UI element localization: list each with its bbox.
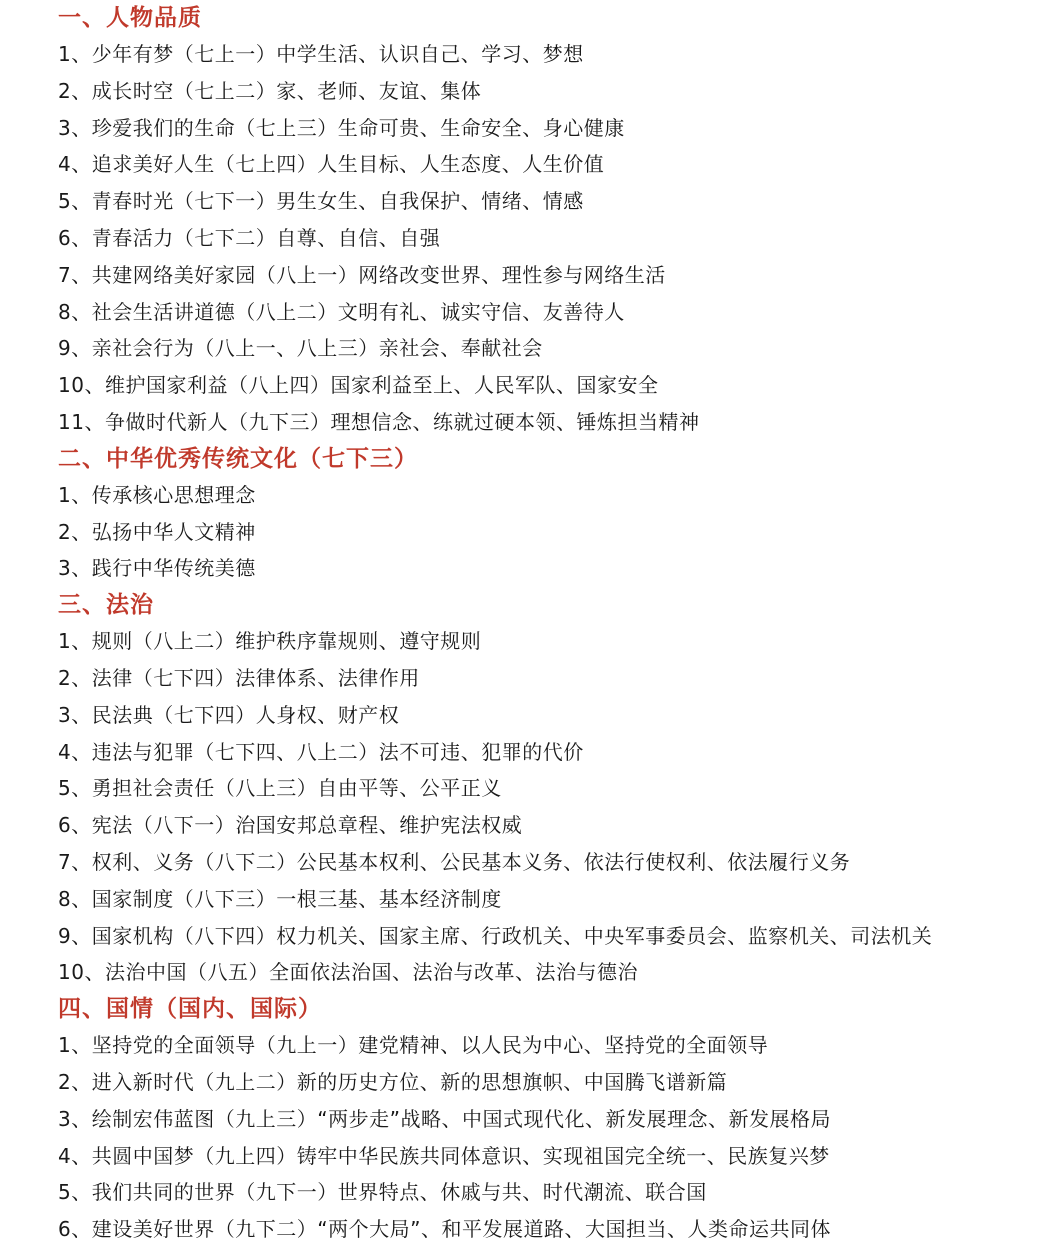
list-item: 7、权利、义务（八下二）公民基本权利、公民基本义务、依法行使权利、依法履行义务 [58, 849, 851, 874]
section-character [58, 0, 1053, 441]
section-heading: 二、中华优秀传统文化（七下三） [58, 445, 418, 472]
list-item: 1、坚持党的全面领导（九上一）建党精神、以人民为中心、坚持党的全面领导 [58, 1033, 769, 1058]
list-item: 3、绘制宏伟蓝图（九上三）“两步走”战略、中国式现代化、新发展理念、新发展格局 [58, 1106, 831, 1131]
list-item: 6、建设美好世界（九下二）“两个大局”、和平发展道路、大国担当、人类命运共同体 [58, 1217, 831, 1242]
list-item: 1、少年有梦（七上一）中学生活、认识自己、学习、梦想 [58, 42, 584, 66]
list-item: 9、国家机构（八下四）权力机关、国家主席、行政机关、中央军事委员会、监察机关、司法机关 [58, 923, 933, 948]
list-item: 3、珍爱我们的生命（七上三）生命可贵、生命安全、身心健康 [58, 115, 625, 140]
outline-document [58, 0, 1053, 1248]
list-item: 5、我们共同的世界（九下一）世界特点、休戚与共、时代潮流、联合国 [58, 1180, 707, 1205]
list-item: 4、共圆中国梦（九上四）铸牢中华民族共同体意识、实现祖国完全统一、民族复兴梦 [58, 1143, 830, 1168]
list-item: 9、亲社会行为（八上一、八上三）亲社会、奉献社会 [58, 336, 543, 361]
list-item: 8、国家制度（八下三）一根三基、基本经济制度 [58, 886, 502, 911]
list-item: 1、传承核心思想理念 [58, 482, 256, 507]
section-heading: 四、国情（国内、国际） [58, 996, 322, 1023]
section-heading: 三、法治 [58, 592, 154, 619]
list-item: 10、法治中国（八五）全面依法治国、法治与改革、法治与德治 [58, 960, 638, 985]
section-rule-of-law [58, 587, 1053, 991]
list-item: 3、践行中华传统美德 [58, 556, 256, 581]
list-item: 11、争做时代新人（九下三）理想信念、练就过硬本领、锤炼担当精神 [58, 409, 700, 434]
list-item: 2、成长时空（七上二）家、老师、友谊、集体 [58, 78, 482, 103]
list-item: 7、共建网络美好家园（八上一）网络改变世界、理性参与网络生活 [58, 262, 666, 287]
section-heading: 一、人物品质 [58, 5, 202, 31]
list-item: 4、违法与犯罪（七下四、八上二）法不可违、犯罪的代价 [58, 739, 584, 764]
list-item: 5、勇担社会责任（八上三）自由平等、公平正义 [58, 776, 502, 801]
list-item: 6、宪法（八下一）治国安邦总章程、维护宪法权威 [58, 813, 523, 838]
list-item: 2、弘扬中华人文精神 [58, 519, 256, 544]
list-item: 8、社会生活讲道德（八上二）文明有礼、诚实守信、友善待人 [58, 299, 625, 324]
list-item: 2、进入新时代（九上二）新的历史方位、新的思想旗帜、中国腾飞谱新篇 [58, 1069, 728, 1094]
list-item: 6、青春活力（七下二）自尊、自信、自强 [58, 225, 441, 250]
list-item: 1、规则（八上二）维护秩序靠规则、遵守规则 [58, 629, 482, 654]
list-item: 10、维护国家利益（八上四）国家利益至上、人民军队、国家安全 [58, 373, 659, 398]
list-item: 4、追求美好人生（七上四）人生目标、人生态度、人生价值 [58, 152, 605, 177]
section-national-conditions [58, 991, 1053, 1248]
section-traditional-culture [58, 441, 1053, 587]
list-item: 2、法律（七下四）法律体系、法律作用 [58, 665, 420, 690]
list-item: 5、青春时光（七下一）男生女生、自我保护、情绪、情感 [58, 189, 584, 214]
list-item: 3、民法典（七下四）人身权、财产权 [58, 702, 400, 727]
